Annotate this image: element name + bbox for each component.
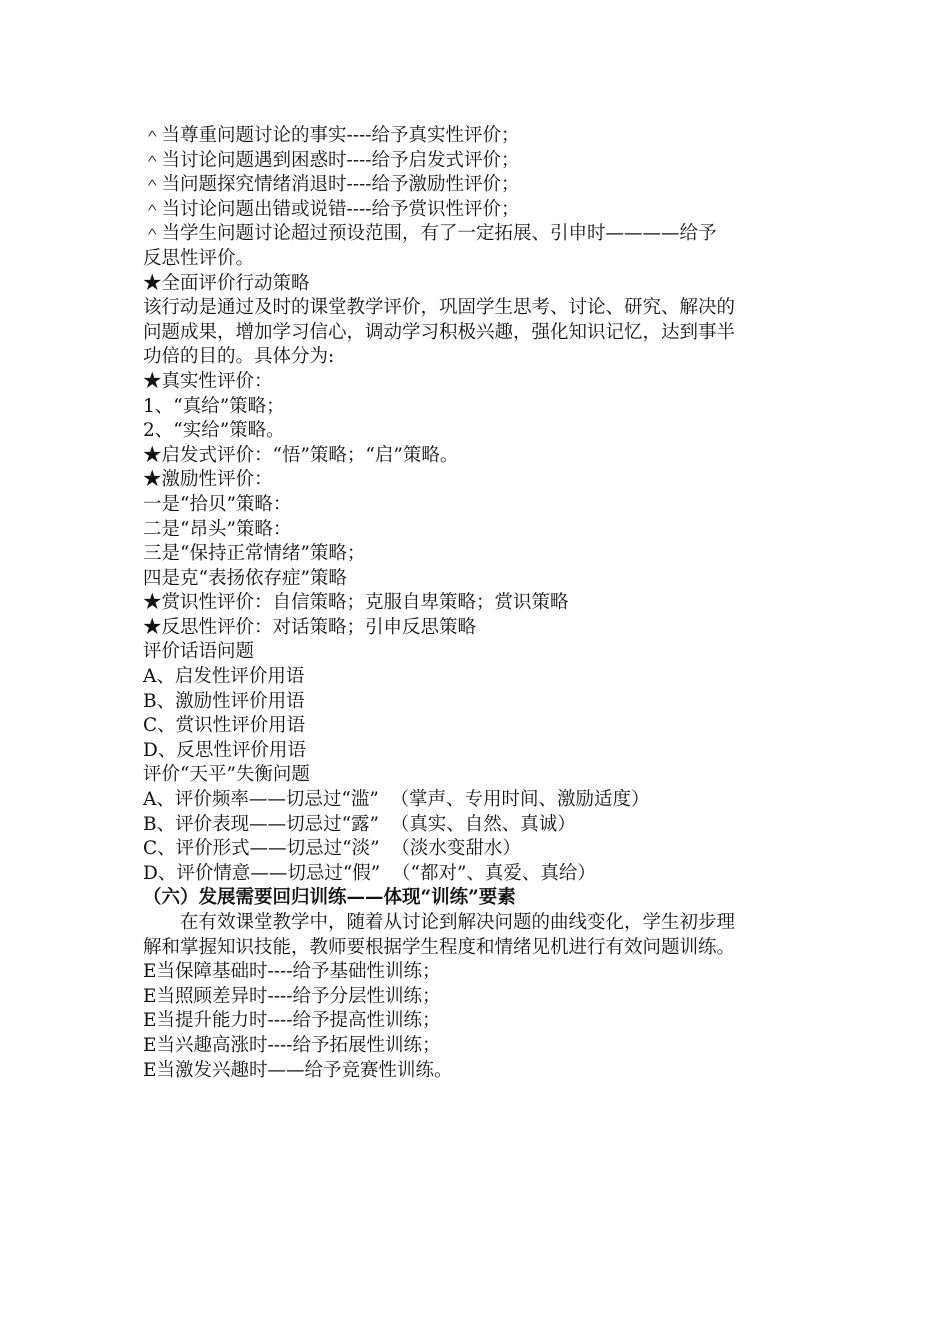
section-heading: ★启发式评价：“悟”策略；“启”策略。 xyxy=(143,444,459,466)
list-item: 2、“实给”策略。 xyxy=(143,420,285,442)
section-heading: ★全面评价行动策略 xyxy=(143,272,310,294)
paragraph-line: 功倍的目的。具体分为: xyxy=(143,346,335,368)
list-item: 二是“昂头”策略： xyxy=(143,518,292,540)
chapter-heading: （六）发展需要回归训练——体现“训练”要素 xyxy=(143,887,516,909)
section-heading: ★激励性评价： xyxy=(143,469,273,491)
list-item: D、反思性评价用语 xyxy=(143,739,306,761)
list-item: E当照顾差异时----给予分层性训练； xyxy=(143,985,441,1007)
document-body xyxy=(143,124,823,1083)
paragraph-line: 该行动是通过及时的课堂教学评价，巩固学生思考、讨论、研究、解决的 xyxy=(143,297,736,319)
list-item: D、评价情意——切忌过“假” （“都对”、真爱、真给） xyxy=(143,862,596,884)
list-item: 一是“拾贝”策略： xyxy=(143,493,292,515)
section-heading: ★赏识性评价：自信策略；克服自卑策略；赏识策略 xyxy=(143,592,569,614)
list-item: E当保障基础时----给予基础性训练； xyxy=(143,961,441,983)
text-line: ＾当讨论问题遇到困惑时----给予启发式评价； xyxy=(143,149,520,171)
text-line: ＾当讨论问题出错或说错----给予赏识性评价； xyxy=(143,198,520,220)
subheading: 评价话语问题 xyxy=(143,641,255,663)
list-item: E当提升能力时----给予提高性训练； xyxy=(143,1010,441,1032)
text-line: 反思性评价。 xyxy=(143,247,255,269)
list-item: E当激发兴趣时——给予竞赛性训练。 xyxy=(143,1059,453,1081)
paragraph-line: 问题成果，增加学习信心，调动学习积极兴趣，强化知识记忆，达到事半 xyxy=(143,321,736,343)
section-heading: ★真实性评价： xyxy=(143,370,273,392)
list-item: 1、“真给”策略； xyxy=(143,395,285,417)
list-item: 三是“保持正常情绪”策略； xyxy=(143,543,366,565)
subheading: 评价“天平”失衡问题 xyxy=(143,764,310,786)
paragraph-line: 在有效课堂教学中，随着从讨论到解决问题的曲线变化，学生初步理 xyxy=(180,912,736,933)
list-item: 四是克“表扬依存症”策略 xyxy=(143,567,347,589)
text-line: ＾当尊重问题讨论的事实----给予真实性评价； xyxy=(143,125,520,146)
list-item: C、赏识性评价用语 xyxy=(143,715,306,737)
list-item: A、评价频率——切忌过“滥” （掌声、专用时间、激励适度） xyxy=(143,789,650,811)
list-item: E当兴趣高涨时----给予拓展性训练； xyxy=(143,1034,441,1056)
section-heading: ★反思性评价：对话策略；引申反思策略 xyxy=(143,616,477,638)
list-item: B、激励性评价用语 xyxy=(143,690,305,712)
text-line: ＾当问题探究情绪消退时----给予激励性评价； xyxy=(143,174,520,196)
paragraph-line: 解和掌握知识技能，教师要根据学生程度和情绪见机进行有效问题训练。 xyxy=(143,936,736,958)
list-item: A、启发性评价用语 xyxy=(143,666,305,688)
list-item: C、评价形式——切忌过“淡” （淡水变甜水） xyxy=(143,838,521,860)
list-item: B、评价表现——切忌过“露” （真实、自然、真诚） xyxy=(143,813,576,835)
text-line: ＾当学生问题讨论超过预设范围，有了一定拓展、引申时————给予 xyxy=(143,223,717,245)
